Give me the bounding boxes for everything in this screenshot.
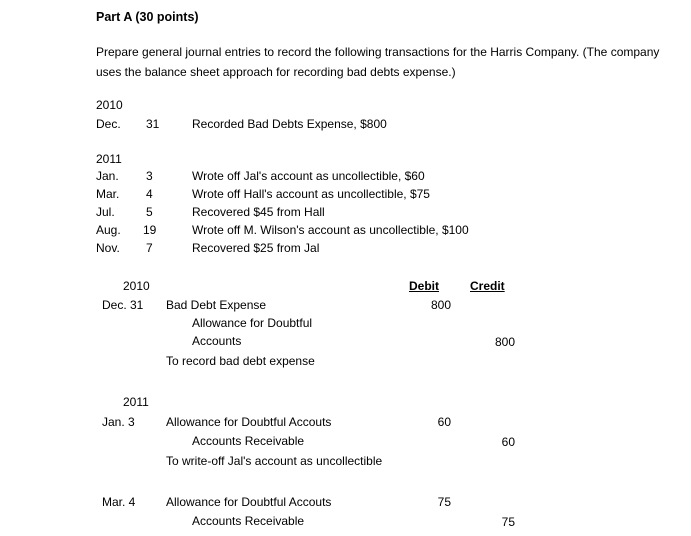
credit-column-header: Credit <box>470 279 505 293</box>
transaction-day: 19 <box>143 223 157 237</box>
credit-amount: 60 <box>501 435 515 449</box>
credit-amount: 800 <box>494 335 515 349</box>
debit-amount: 60 <box>437 415 451 429</box>
part-title: Part A (30 points) <box>96 10 199 24</box>
transaction-year: 2011 <box>96 152 122 166</box>
transaction-description: Wrote off M. Wilson's account as uncollectible, $100 <box>192 223 469 237</box>
debit-account: Bad Debt Expense <box>166 298 267 312</box>
credit-account: Accounts Receivable <box>192 514 305 528</box>
transaction-year: 2010 <box>96 98 123 112</box>
debit-amount: 75 <box>437 495 451 509</box>
transaction-day: 3 <box>146 169 153 183</box>
transaction-day: 7 <box>146 241 153 255</box>
credit-amount: 75 <box>501 515 515 529</box>
transaction-description: Wrote off Jal's account as uncollectible, $60 <box>192 169 425 183</box>
transaction-day: 5 <box>146 205 153 219</box>
transaction-month: Jan. <box>96 169 119 183</box>
transaction-month: Nov. <box>96 241 120 255</box>
transaction-month: Jul. <box>96 205 115 219</box>
journal-year: 2010 <box>123 279 150 293</box>
transaction-month: Mar. <box>96 187 120 201</box>
credit-account: Accounts <box>192 334 242 348</box>
journal-year: 2011 <box>123 395 149 409</box>
entry-date: Mar. 4 <box>102 495 136 509</box>
entry-date: Dec. 31 <box>102 298 144 312</box>
entry-date: Jan. 3 <box>102 415 135 429</box>
transaction-month: Dec. <box>96 117 121 131</box>
entry-memo: To write-off Jal's account as uncollectible <box>166 454 383 468</box>
instructions: Prepare general journal entries to record the following transactions for the Harris Company. (The company uses the balance sheet approach for recording bad debts expense.) <box>96 45 660 79</box>
transaction-day: 4 <box>146 187 153 201</box>
debit-account: Allowance for Doubtful Accouts <box>166 415 332 429</box>
credit-account: Accounts Receivable <box>192 434 305 448</box>
transaction-description: Recovered $45 from Hall <box>192 205 325 219</box>
transaction-day: 31 <box>146 117 160 131</box>
debit-amount: 800 <box>430 298 451 312</box>
entry-memo: To record bad debt expense <box>166 354 315 368</box>
transaction-description: Recorded Bad Debts Expense, $800 <box>192 117 387 131</box>
transaction-description: Recovered $25 from Jal <box>192 241 320 255</box>
transaction-month: Aug. <box>96 223 121 237</box>
transaction-description: Wrote off Hall's account as uncollectible, $75 <box>192 187 430 201</box>
debit-account: Allowance for Doubtful Accouts <box>166 495 332 509</box>
credit-account: Allowance for Doubtful <box>192 316 313 330</box>
debit-column-header: Debit <box>409 279 439 293</box>
